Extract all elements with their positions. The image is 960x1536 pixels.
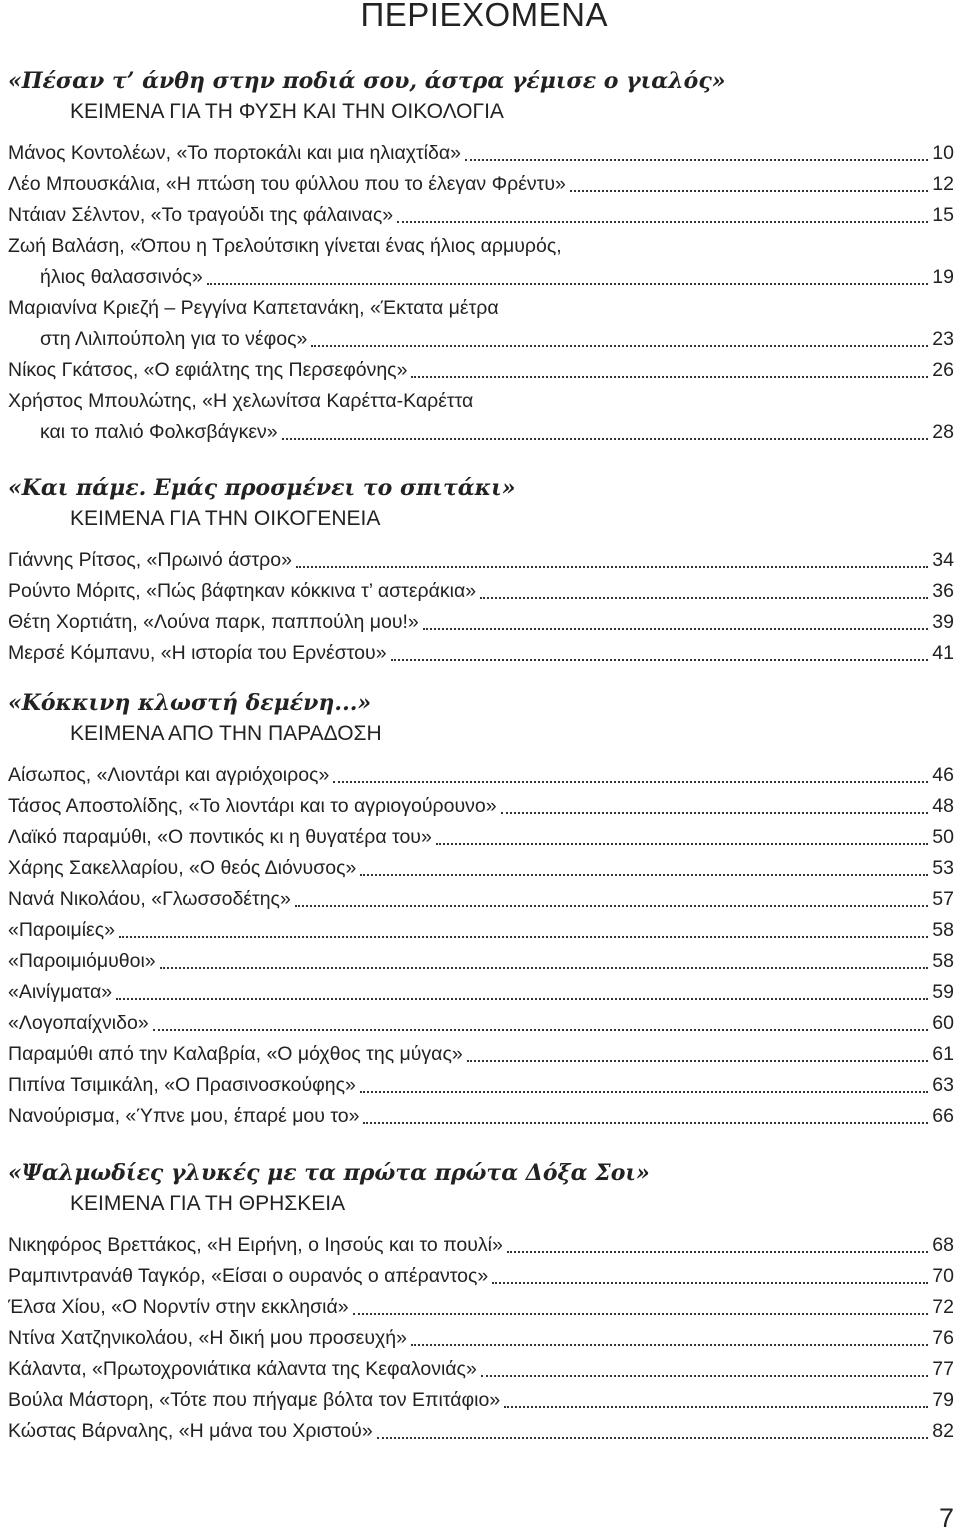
entry-list	[8, 760, 954, 1132]
toc-section-family	[8, 473, 954, 669]
toc-entry	[8, 1101, 954, 1132]
dot-leader	[116, 997, 928, 1000]
entry-title: Νανά Νικολάου, «Γλωσσοδέτης»	[8, 888, 291, 910]
entry-title: «Παροιμιόμυθοι»	[8, 950, 156, 972]
toc-entry	[8, 1039, 954, 1070]
toc-entry	[8, 200, 954, 231]
toc-entry	[8, 1292, 954, 1323]
page-number: 7	[938, 1503, 954, 1533]
entry-title: Νικηφόρος Βρεττάκος, «Η Ειρήνη, ο Ιησούς και το πουλί»	[8, 1234, 503, 1256]
entry-page-number: 53	[932, 857, 954, 879]
section-title: «Και πάμε. Εμάς προσμένει το σπιτάκι»	[8, 475, 516, 501]
dot-leader	[507, 1250, 928, 1253]
entry-title: Χάρης Σακελλαρίου, «Ο θεός Διόνυσος»	[8, 857, 357, 879]
toc-entry	[8, 169, 954, 200]
section-title: «Κόκκινη κλωστή δεμένη...»	[8, 690, 372, 716]
toc-entry	[8, 853, 954, 884]
toc-entry	[8, 915, 954, 946]
dot-leader	[570, 189, 928, 192]
entry-title: Πιπίνα Τσιμικάλη, «Ο Πρασινοσκούφης»	[8, 1074, 356, 1096]
toc-entry	[8, 791, 954, 822]
entry-page-number: 68	[932, 1234, 954, 1256]
toc-section-religion	[8, 1158, 954, 1447]
entry-title: ήλιος θαλασσινός»	[40, 266, 203, 288]
page-title: ΠΕΡΙΕΧΟΜΕΝΑ	[360, 0, 608, 33]
entry-page-number: 34	[932, 549, 954, 571]
dot-leader	[391, 658, 929, 661]
dot-leader	[480, 596, 928, 599]
dot-leader	[465, 158, 928, 161]
toc-entry	[8, 946, 954, 977]
entry-page-number: 23	[932, 328, 954, 350]
entry-title: Ραμπιντρανάθ Ταγκόρ, «Είσαι ο ουρανός ο απέραντος»	[8, 1265, 489, 1287]
dot-leader	[360, 1090, 928, 1093]
section-title: «Πέσαν τ’ άνθη στην ποδιά σου, άστρα γέμισε ο γιαλός»	[8, 68, 726, 94]
entry-title: Λαϊκό παραμύθι, «Ο ποντικός κι η θυγατέρα του»	[8, 826, 432, 848]
entry-page-number: 77	[932, 1358, 954, 1380]
section-subtitle: ΚΕΙΜΕΝΑ ΓΙΑ ΤΗ ΦΥΣΗ ΚΑΙ ΤΗΝ ΟΙΚΟΛΟΓΙΑ	[70, 100, 504, 123]
dot-leader	[295, 904, 929, 907]
entry-title: Αίσωπος, «Λιοντάρι και αγριόχοιρος»	[8, 764, 330, 786]
section-subtitle: ΚΕΙΜΕΝΑ ΓΙΑ ΤΗΝ ΟΙΚΟΓΕΝΕΙΑ	[70, 507, 381, 530]
entry-list	[8, 1230, 954, 1447]
entry-title: Θέτη Χορτιάτη, «Λούνα παρκ, παππούλη μου!»	[8, 611, 419, 633]
toc-entry	[8, 1070, 954, 1101]
section-title: «Ψαλμωδίες γλυκές με τα πρώτα πρώτα Δόξα Σοι»	[8, 1160, 650, 1186]
entry-title: Κώστας Βάρναλης, «Η μάνα του Χριστού»	[8, 1420, 373, 1442]
entry-title: Βούλα Μάστορη, «Τότε που πήγαμε βόλτα τον Επιτάφιο»	[8, 1389, 501, 1411]
dot-leader	[207, 282, 929, 285]
entry-page-number: 58	[932, 919, 954, 941]
dot-leader	[333, 780, 928, 783]
toc-entry	[8, 1008, 954, 1039]
toc-entry	[8, 1354, 954, 1385]
toc-entry	[8, 1230, 954, 1261]
entry-list	[8, 545, 954, 669]
toc-entry	[8, 355, 954, 386]
toc-entry	[8, 262, 954, 293]
entry-page-number: 82	[932, 1420, 954, 1442]
dot-leader	[467, 1059, 929, 1062]
dot-leader	[481, 1374, 928, 1377]
entry-page-number: 15	[932, 204, 954, 226]
dot-leader	[160, 966, 929, 969]
entry-page-number: 57	[932, 888, 954, 910]
entry-title: στη Λιλιπούπολη για το νέφος»	[40, 328, 308, 350]
entry-title: «Αινίγματα»	[8, 981, 113, 1003]
dot-leader	[363, 1121, 928, 1124]
entry-title: Κάλαντα, «Πρωτοχρονιάτικα κάλαντα της Κεφαλονιάς»	[8, 1358, 477, 1380]
dot-leader	[504, 1405, 928, 1408]
toc-entry	[8, 576, 954, 607]
entry-title: Γιάννης Ρίτσος, «Πρωινό άστρο»	[8, 549, 292, 571]
entry-title: Λέο Μπουσκάλια, «Η πτώση του φύλλου που το έλεγαν Φρέντυ»	[8, 173, 566, 195]
entry-page-number: 58	[932, 950, 954, 972]
entry-page-number: 76	[932, 1327, 954, 1349]
entry-title: Νανούρισμα, «Ύπνε μου, έπαρέ μου το»	[8, 1105, 360, 1127]
entry-page-number: 41	[932, 642, 954, 664]
entry-title: Μάνος Κοντολέων, «Το πορτοκάλι και μια ηλιαχτίδα»	[8, 142, 461, 164]
entry-page-number: 10	[932, 142, 954, 164]
entry-page-number: 39	[932, 611, 954, 633]
entry-page-number: 46	[932, 764, 954, 786]
toc-entry	[8, 417, 954, 448]
dot-leader	[411, 1343, 928, 1346]
entry-page-number: 72	[932, 1296, 954, 1318]
entry-title: Μερσέ Κόμπανυ, «Η ιστορία του Ερνέστου»	[8, 642, 387, 664]
toc-section-tradition	[8, 688, 954, 1132]
entry-title: Χρήστος Μπουλώτης, «Η χελωνίτσα Καρέττα-Καρέττα	[8, 390, 474, 412]
dot-leader	[311, 344, 928, 347]
entry-title: Τάσος Αποστολίδης, «Το λιοντάρι και το αγριογούρουνο»	[8, 795, 497, 817]
dot-leader	[282, 437, 929, 440]
entry-page-number: 61	[932, 1043, 954, 1065]
entry-title: Μαριανίνα Κριεζή – Ρεγγίνα Καπετανάκη, «Έκτατα μέτρα	[8, 297, 499, 319]
toc-entry	[8, 607, 954, 638]
entry-page-number: 26	[932, 359, 954, 381]
entry-page-number: 12	[932, 173, 954, 195]
toc-entry	[8, 638, 954, 669]
dot-leader	[423, 627, 929, 630]
entry-page-number: 60	[932, 1012, 954, 1034]
dot-leader	[411, 375, 928, 378]
toc-entry	[8, 324, 954, 355]
entry-page-number: 19	[932, 266, 954, 288]
toc-entry	[8, 1416, 954, 1447]
dot-leader	[436, 842, 928, 845]
entry-title: Ντίνα Χατζηνικολάου, «Η δική μου προσευχή»	[8, 1327, 407, 1349]
dot-leader	[492, 1281, 928, 1284]
dot-leader	[377, 1436, 929, 1439]
toc-entry	[8, 1323, 954, 1354]
entry-title: «Λογοπαίχνιδο»	[8, 1012, 149, 1034]
toc-entry	[8, 884, 954, 915]
entry-title: «Παροιμίες»	[8, 919, 115, 941]
entry-list	[8, 138, 954, 448]
entry-title: Ρούντο Μόριτς, «Πώς βάφτηκαν κόκκινα τ’ αστεράκια»	[8, 580, 477, 602]
entry-title: Νίκος Γκάτσος, «Ο εφιάλτης της Περσεφόνης»	[8, 359, 408, 381]
dot-leader	[360, 873, 928, 876]
toc-entry	[8, 1261, 954, 1292]
dot-leader	[501, 811, 929, 814]
toc-entry	[8, 822, 954, 853]
dot-leader	[353, 1312, 929, 1315]
entry-title: Έλσα Χίου, «Ο Νορντίν στην εκκλησιά»	[8, 1296, 349, 1318]
toc-entry	[8, 760, 954, 791]
entry-page-number: 79	[932, 1389, 954, 1411]
section-subtitle: ΚΕΙΜΕΝΑ ΑΠΟ ΤΗΝ ΠΑΡΑΔΟΣΗ	[70, 722, 382, 745]
toc-entry	[8, 977, 954, 1008]
entry-page-number: 36	[932, 580, 954, 602]
toc-entry	[8, 293, 954, 324]
entry-title: Ζωή Βαλάση, «Όπου η Τρελούτσικη γίνεται ένας ήλιος αρμυρός,	[8, 235, 562, 257]
toc-entry	[8, 231, 954, 262]
toc-entry	[8, 1385, 954, 1416]
entry-page-number: 66	[932, 1105, 954, 1127]
dot-leader	[153, 1028, 929, 1031]
entry-page-number: 28	[932, 421, 954, 443]
toc-section-nature	[8, 66, 954, 448]
dot-leader	[397, 220, 928, 223]
toc-entry	[8, 545, 954, 576]
toc-entry	[8, 386, 954, 417]
entry-page-number: 63	[932, 1074, 954, 1096]
entry-page-number: 70	[932, 1265, 954, 1287]
section-subtitle: ΚΕΙΜΕΝΑ ΓΙΑ ΤΗ ΘΡΗΣΚΕΙΑ	[70, 1192, 346, 1215]
entry-page-number: 50	[932, 826, 954, 848]
entry-title: και το παλιό Φολκσβάγκεν»	[40, 421, 278, 443]
toc-entry	[8, 138, 954, 169]
entry-page-number: 59	[932, 981, 954, 1003]
entry-title: Ντάιαν Σέλντον, «Το τραγούδι της φάλαινας»	[8, 204, 394, 226]
dot-leader	[119, 935, 928, 938]
dot-leader	[296, 565, 928, 568]
entry-page-number: 48	[932, 795, 954, 817]
entry-title: Παραμύθι από την Καλαβρία, «Ο μόχθος της μύγας»	[8, 1043, 463, 1065]
